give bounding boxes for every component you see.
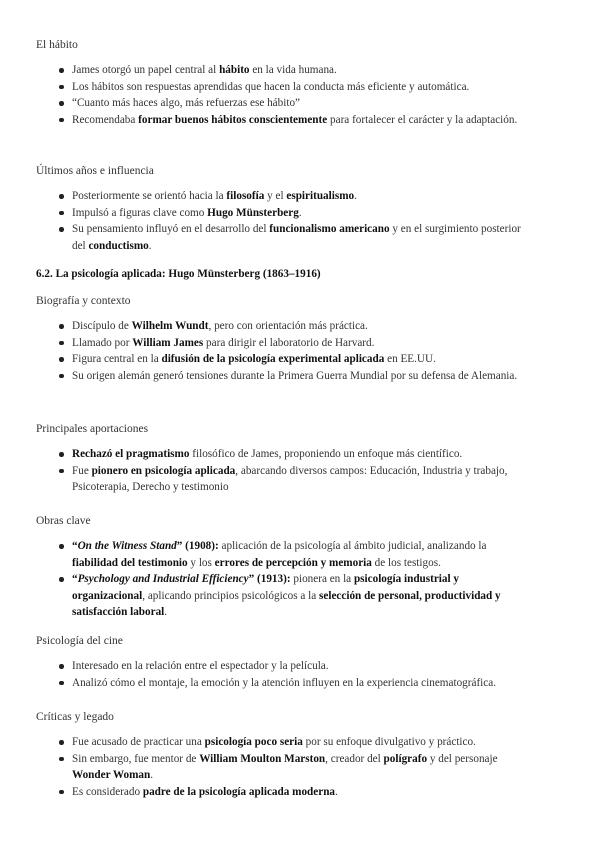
text-run: aplicación de la psicología al ámbito judicial, analizando la [218, 540, 487, 552]
text-run: Fue [72, 464, 92, 477]
text-run: y el [264, 190, 287, 202]
text-run: pionera en la [290, 573, 354, 585]
text-run: James otorgó un papel central al [72, 64, 220, 76]
bullet-list [0, 62, 600, 128]
list-item [0, 112, 532, 129]
text-run: . [150, 769, 154, 781]
list-item [0, 221, 532, 254]
bold-text: William Moulton Marston [199, 752, 326, 765]
text-run: Posteriormente se orientó hacia la [72, 190, 227, 202]
list-item [0, 658, 532, 675]
text-run: Figura central en la [72, 353, 162, 365]
bold-text: ” (1913): [248, 573, 291, 585]
bold-text: espiritualismo [286, 190, 355, 202]
bold-text: fiabilidad del testimonio [72, 556, 188, 569]
text-run: . [354, 190, 357, 202]
bold-text: “ [72, 573, 78, 585]
subsection-title: Psicología del cine [36, 635, 123, 647]
list-item [0, 463, 532, 496]
list-item [0, 79, 532, 96]
text-run: Su pensamiento influyó en el desarrollo del [72, 223, 270, 235]
list-item [0, 318, 532, 335]
bold-text: conductismo [88, 239, 149, 252]
text-run: Discípulo de [72, 320, 132, 332]
bold-text: On the Witness Stand [77, 540, 177, 552]
subsection-title: Obras clave [36, 515, 91, 527]
bullet-list [0, 658, 600, 691]
bullet-list [0, 318, 600, 384]
text-run: . [298, 206, 302, 219]
list-item [0, 675, 532, 692]
bold-text: selección de personal, productividad y satisfacción laboral [72, 589, 501, 618]
bold-text: filosofía [226, 190, 265, 202]
bold-text: “ [72, 540, 78, 552]
list-item [0, 734, 532, 751]
list-item [0, 784, 532, 801]
bold-text: pionero en psicología aplicada [91, 464, 236, 477]
list-item [0, 446, 532, 463]
bold-text: errores de percepción y memoria [214, 556, 372, 569]
text-run: . [335, 785, 338, 798]
text-run: . [164, 606, 168, 618]
text-run: Sin embargo, fue mentor de [72, 752, 200, 765]
bold-text: psicología poco seria [204, 736, 303, 748]
text-run: de los testigos. [371, 556, 441, 569]
text-run: Impulsó a figuras clave como [72, 206, 208, 219]
text-run: Fue acusado de practicar una [72, 736, 205, 748]
subsection-title: Biografía y contexto [36, 295, 131, 307]
list-item [0, 351, 532, 368]
bold-text: Hugo Münsterberg [207, 206, 299, 219]
text-run: , creador del [325, 752, 384, 765]
list-item [0, 538, 532, 571]
text-run: Su origen alemán generó tensiones durante la Primera Guerra Mundial por su defensa de Alemania. [72, 369, 518, 382]
section-heading: 6.2. La psicología aplicada: Hugo Münsterberg (1863–1916) [36, 268, 321, 280]
list-item [0, 62, 532, 79]
bold-text: Rechazó el pragmatismo [72, 448, 190, 460]
text-run: , aplicando principios psicológicos a la [142, 589, 320, 602]
text-run: . [148, 239, 152, 252]
bold-text: William James [132, 336, 204, 349]
text-run: Los hábitos son respuestas aprendidas que hacen la conducta más eficiente y automática. [72, 80, 470, 93]
text-run: Llamado por [72, 336, 133, 349]
bullet-list [0, 446, 600, 496]
bullet-list [0, 188, 600, 254]
bold-text: Wonder Woman [72, 769, 151, 781]
text-run: filosófico de James, proponiendo un enfoque más científico. [189, 448, 463, 460]
text-run: “Cuanto más haces algo, más refuerzas ese hábito” [72, 97, 301, 109]
bold-text: psicología industrial y organizacional [72, 573, 460, 602]
bold-text: funcionalismo americano [269, 223, 390, 235]
list-item [0, 368, 532, 385]
text-run: por su enfoque divulgativo y práctico. [302, 736, 476, 748]
bold-text: Psychology and Industrial Efficiency [77, 573, 249, 585]
subsection-title: Principales aportaciones [36, 423, 149, 435]
text-run: Es considerado [72, 785, 143, 798]
bold-text: formar buenos hábitos conscientemente [138, 113, 328, 126]
subsection-title: Últimos años e influencia [36, 165, 154, 177]
bold-text: ” (1908): [176, 540, 219, 552]
text-run: y los [187, 556, 215, 569]
list-item [0, 335, 532, 352]
bold-text: polígrafo [383, 752, 428, 765]
bullet-list [0, 734, 600, 800]
text-run: , pero con orientación más práctica. [208, 320, 368, 332]
text-run: Interesado en la relación entre el espectador y la película. [72, 660, 329, 672]
text-run: Recomendaba [72, 113, 139, 126]
text-run: para dirigir el laboratorio de Harvard. [203, 336, 375, 349]
list-item [0, 205, 532, 222]
bold-text: difusión de la psicología experimental aplicada [161, 353, 385, 365]
bold-text: padre de la psicología aplicada moderna [142, 785, 336, 798]
text-run: , abarcando diversos campos: Educación, Industria y trabajo, Psicoterapia, Derecho y testimonio [72, 464, 508, 493]
subsection-title: Críticas y legado [36, 711, 114, 723]
text-run: y en el surgimiento posterior del [72, 223, 521, 252]
list-item [0, 95, 532, 112]
text-run: y del personaje [427, 752, 498, 765]
bold-text: hábito [219, 64, 250, 76]
list-item [0, 188, 532, 205]
subsection-title: El hábito [36, 39, 78, 51]
bold-text: Wilhelm Wundt [131, 320, 209, 332]
list-item [0, 751, 532, 784]
list-item [0, 571, 532, 621]
text-run: en EE.UU. [384, 353, 436, 365]
text-run: para fortalecer el carácter y la adaptación. [327, 113, 518, 126]
text-run: Analizó cómo el montaje, la emoción y la atención influyen en la experiencia cinematográfica. [72, 676, 497, 689]
bullet-list [0, 538, 600, 621]
text-run: en la vida humana. [249, 64, 337, 76]
